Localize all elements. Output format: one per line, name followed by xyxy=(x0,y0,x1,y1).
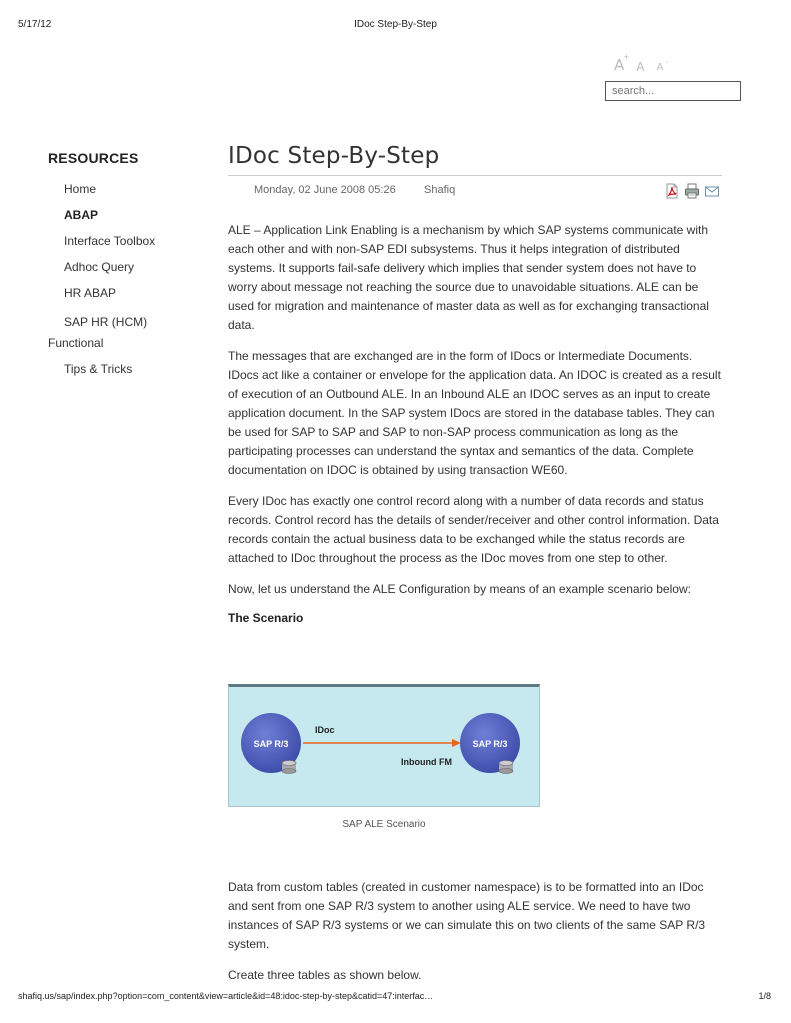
print-footer-page: 1/8 xyxy=(758,991,771,1001)
sidebar xyxy=(48,150,208,388)
svg-text:SAP R/3: SAP R/3 xyxy=(472,739,508,749)
email-icon[interactable] xyxy=(704,183,720,199)
article-paragraph: Create three tables as shown below. xyxy=(228,968,422,982)
article-actions xyxy=(664,183,720,199)
print-footer-url: shafiq.us/sap/index.php?option=com_content&view=article&id=48:idoc-step-by-step&catid=47:interfac… xyxy=(18,991,434,1001)
print-icon[interactable] xyxy=(684,183,700,199)
right-sap-node xyxy=(460,713,520,774)
arrow-label-idoc: IDoc xyxy=(315,725,335,735)
search-input[interactable] xyxy=(605,81,741,101)
sidebar-item-interface-toolbox[interactable]: Interface Toolbox xyxy=(64,234,156,248)
sidebar-title: RESOURCES xyxy=(48,150,139,166)
sidebar-item-tips-tricks[interactable]: Tips & Tricks xyxy=(64,362,133,376)
article-author: Shafiq xyxy=(424,184,456,196)
svg-text:SAP R/3: SAP R/3 xyxy=(253,739,289,749)
article-paragraph: Every IDoc has exactly one control record along with a number of data records and status records. Control record has the details of sender/receiver and other control information. Data records contain the actual business data to be exchanged while the status records are attached to IDoc throughout the process as the IDoc moves from one step to other. xyxy=(228,494,719,565)
ale-scenario-figure xyxy=(228,684,540,807)
article xyxy=(228,143,722,625)
arrow xyxy=(303,725,461,767)
sidebar-item-hr-abap[interactable]: HR ABAP xyxy=(64,286,117,300)
left-sap-node xyxy=(241,713,301,774)
font-increase-button[interactable]: A + xyxy=(614,53,630,74)
article-continued xyxy=(228,878,722,997)
arrow-label-inbound: Inbound FM xyxy=(401,757,452,767)
database-icon xyxy=(282,761,296,774)
article-date: Monday, 02 June 2008 05:26 xyxy=(254,184,396,196)
page-title: IDoc Step-By-Step xyxy=(228,143,722,176)
font-size-controls xyxy=(614,53,669,74)
print-header-date: 5/17/12 xyxy=(18,19,52,30)
section-heading: The Scenario xyxy=(228,611,304,625)
font-decrease-button[interactable]: A - xyxy=(656,58,669,73)
sidebar-item-home[interactable]: Home xyxy=(64,182,97,196)
sidebar-item-label-cont: Functional xyxy=(48,336,104,350)
sidebar-item-label: SAP HR (HCM) xyxy=(64,315,148,329)
font-reset-button[interactable]: A xyxy=(636,60,645,74)
article-meta xyxy=(228,184,722,206)
sidebar-item-sap-hr[interactable] xyxy=(48,312,208,354)
pdf-icon[interactable] xyxy=(664,183,680,199)
database-icon xyxy=(499,761,513,774)
sidebar-item-adhoc-query[interactable]: Adhoc Query xyxy=(64,260,135,274)
article-paragraph: The messages that are exchanged are in the form of IDocs or Intermediate Documents. IDocs act like a container or envelope for the application data. An IDOC is created as a result of execution of an Outbound ALE. In an Inbound ALE an IDOC serves as an input to create application document. In the SAP system IDocs are stored in the database tables. They can be used for SAP to SAP and SAP to non-SAP process communication as long as the participating processes can understand the syntax and semantics of the data. Complete documentation on IDOC is obtained by using transaction WE60. xyxy=(228,349,721,477)
sidebar-item-abap[interactable]: ABAP xyxy=(64,208,99,222)
figure-caption: SAP ALE Scenario xyxy=(342,819,426,830)
article-paragraph: Now, let us understand the ALE Configuration by means of an example scenario below: xyxy=(228,582,691,596)
print-header-title: IDoc Step-By-Step xyxy=(354,19,437,30)
article-paragraph: ALE – Application Link Enabling is a mechanism by which SAP systems communicate with each other and with non-SAP EDI subsystems. Thus it helps integration of distributed systems. It supports fail-safe delivery which implies that sender system does not have to worry about message not reaching the source due to unavoidable situations. ALE can be used for migration and maintenance of master data as well as for exchanging transactional data. xyxy=(228,223,709,332)
article-paragraph: Data from custom tables (created in customer namespace) is to be formatted into an IDoc and sent from one SAP R/3 system to another using ALE service. We need to have two instances of SAP R/3 systems or we can simulate this on two clients of the same SAP R/3 system. xyxy=(228,880,706,951)
